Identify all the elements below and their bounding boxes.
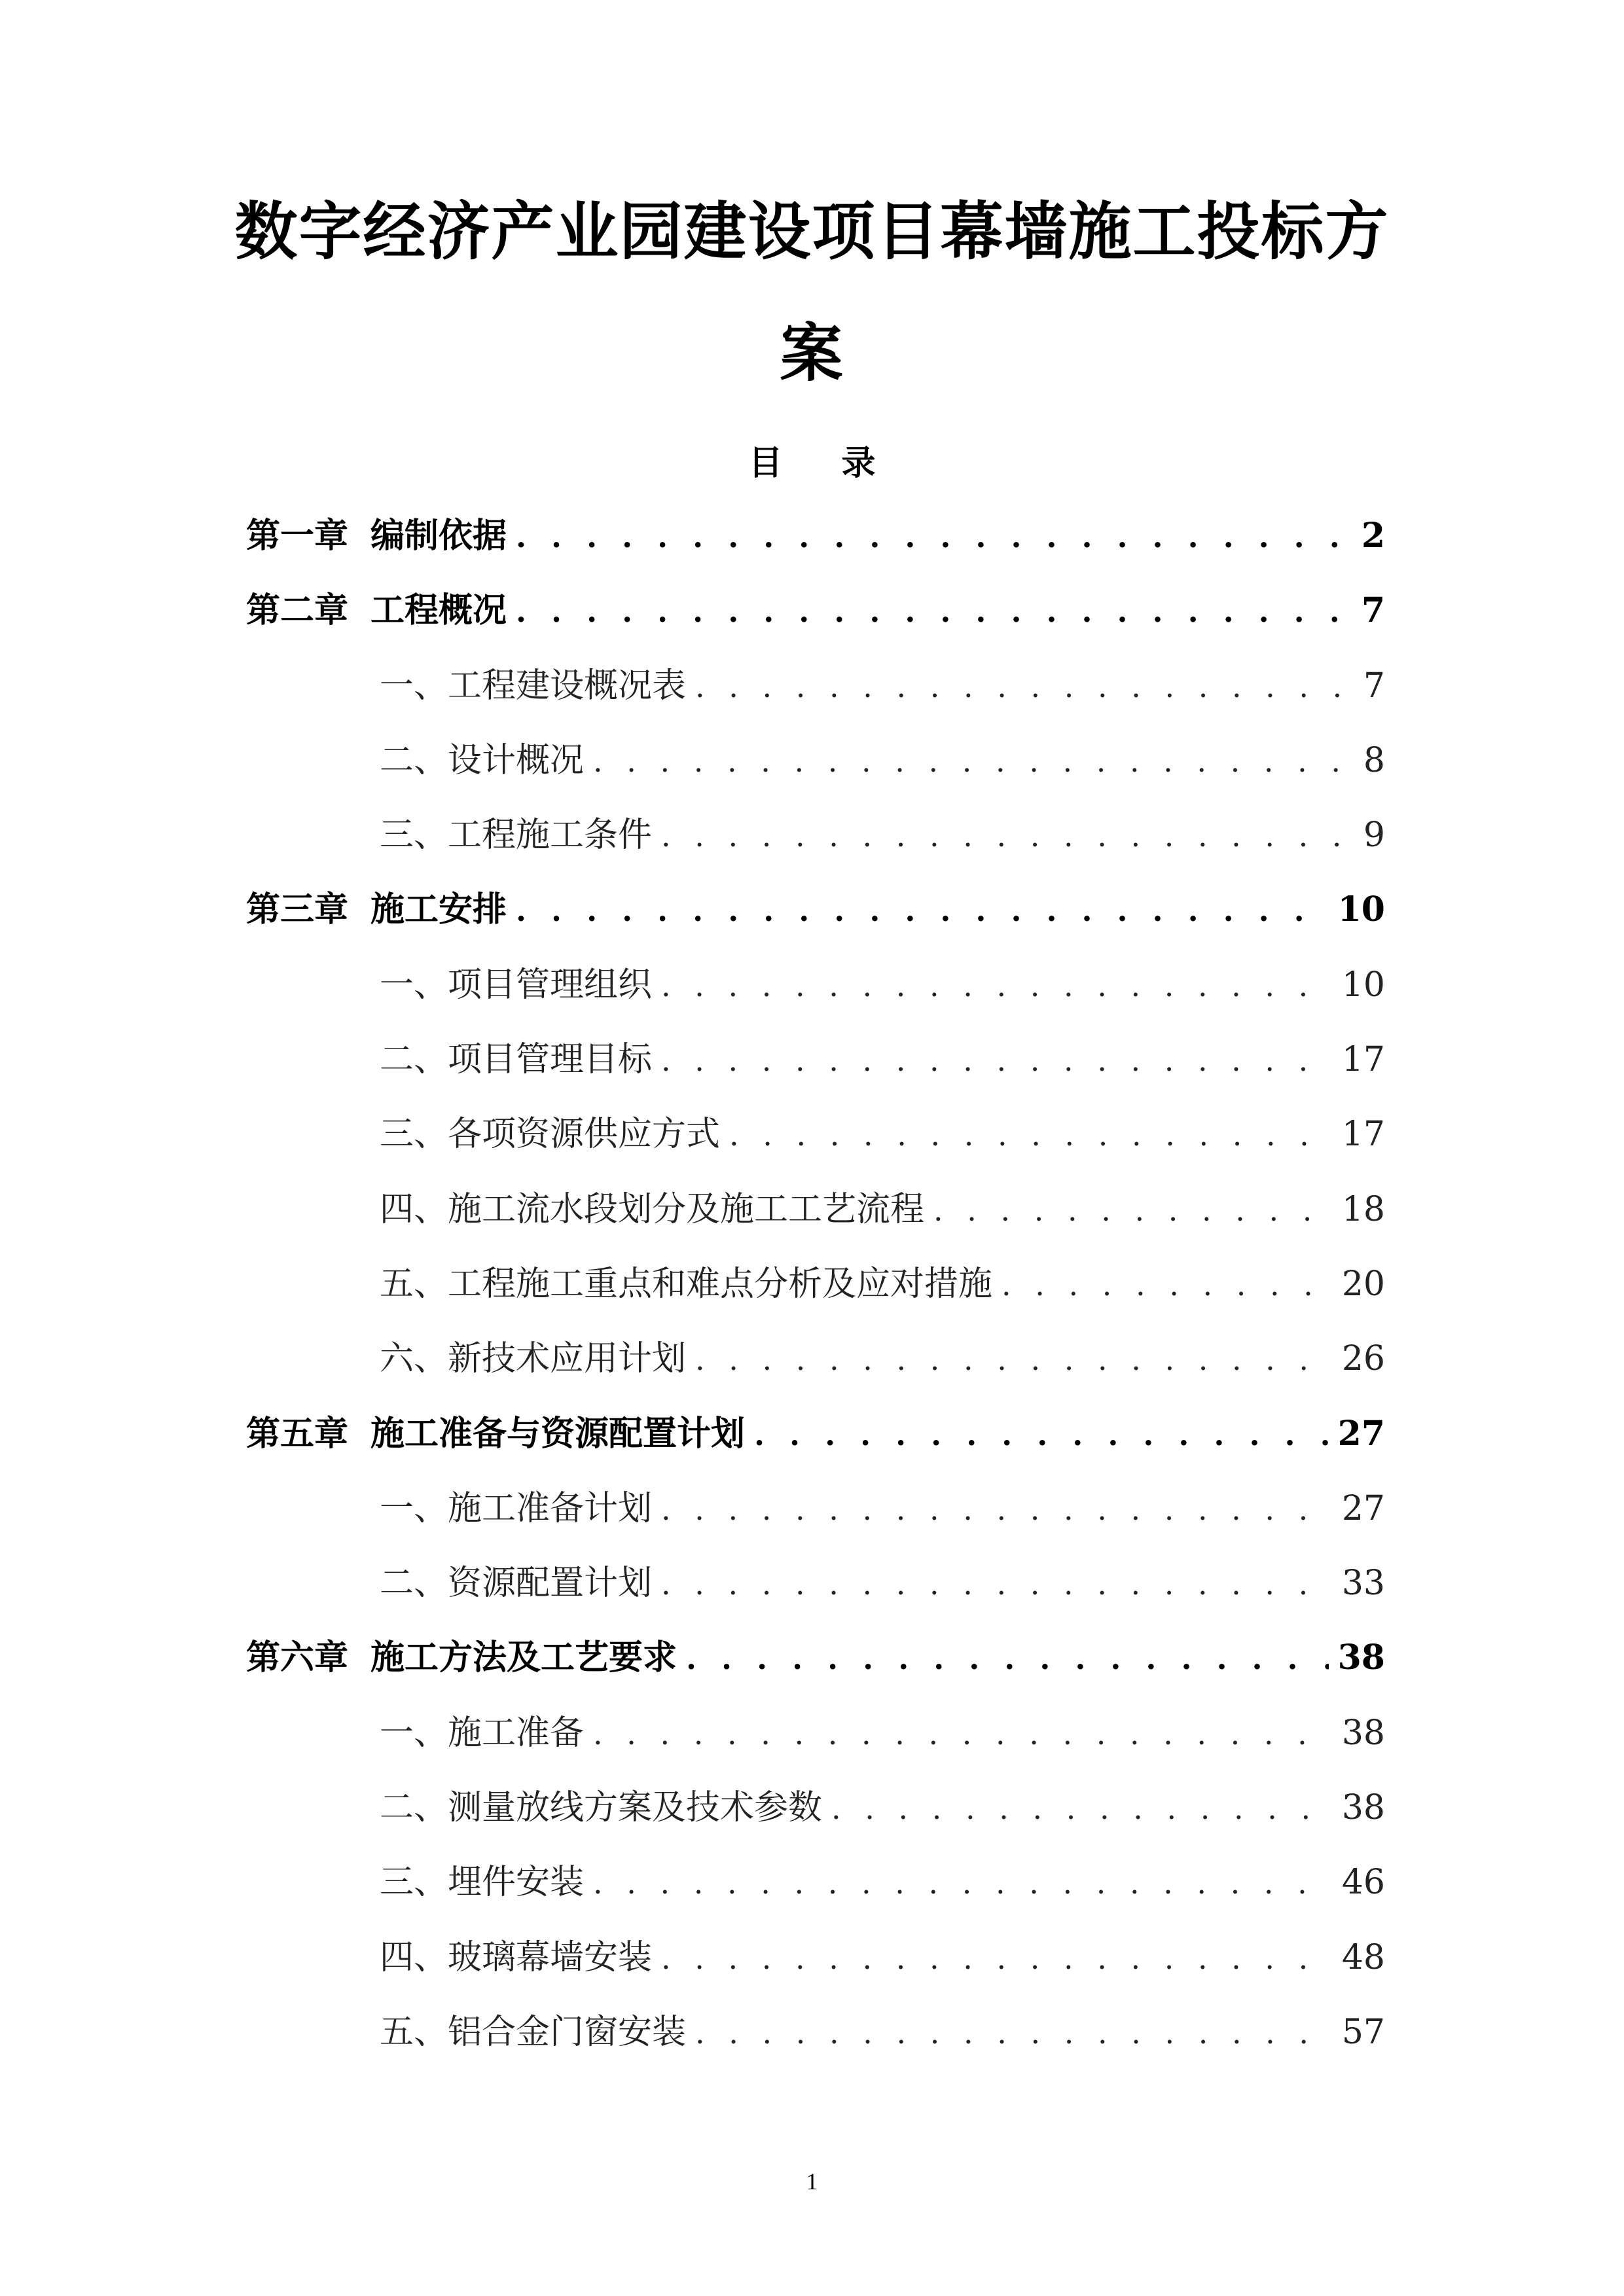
toc-chapter-entry[interactable] (246, 573, 1385, 648)
toc-entry-prefix: 二、 (380, 740, 448, 780)
toc-entry-prefix: 第三章 (246, 890, 349, 930)
toc-entry-label: 施工流水段划分及施工工艺流程 (448, 1189, 925, 1229)
toc-entry-label: 工程施工重点和难点分析及应对措施 (448, 1264, 993, 1304)
toc-section-entry[interactable] (246, 1920, 1385, 1995)
toc-entry-prefix: 四、 (380, 1189, 448, 1229)
toc-entry-page-number: 8 (1363, 740, 1385, 780)
dot-leader (593, 1696, 1333, 1771)
toc-entry-label: 施工准备与资源配置计划 (370, 1414, 746, 1454)
toc-entry-label: 新技术应用计划 (448, 1339, 687, 1379)
dot-leader (661, 1921, 1333, 1996)
toc-entry-label: 施工方法及工艺要求 (370, 1638, 677, 1678)
toc-entry-page-number: 27 (1337, 1413, 1385, 1454)
toc-entry-page-number: 2 (1361, 516, 1385, 556)
dot-leader (661, 1547, 1333, 1621)
toc-entry-label: 施工准备计划 (448, 1488, 653, 1528)
toc-section-entry[interactable] (246, 1770, 1385, 1845)
toc-section-entry[interactable] (246, 1022, 1385, 1097)
toc-entry-page-number: 38 (1337, 1638, 1385, 1678)
table-of-contents (246, 499, 1385, 2070)
dot-leader (661, 948, 1333, 1023)
toc-entry-label: 铝合金门窗安装 (448, 2012, 687, 2052)
toc-entry-page-number: 33 (1341, 1564, 1385, 1604)
toc-section-entry[interactable] (246, 1097, 1385, 1172)
toc-entry-prefix: 一、 (380, 666, 448, 706)
toc-section-entry[interactable] (246, 1546, 1385, 1621)
toc-entry-page-number: 38 (1341, 1713, 1385, 1753)
dot-leader (516, 499, 1352, 574)
toc-entry-prefix: 三、 (380, 1115, 448, 1155)
document-title-line-2: 案 (780, 317, 844, 390)
toc-entry-prefix: 二、 (380, 1564, 448, 1604)
page-number: 1 (806, 2168, 818, 2195)
toc-entry-label: 项目管理目标 (448, 1040, 653, 1080)
toc-section-entry[interactable] (246, 723, 1385, 798)
toc-entry-prefix: 第六章 (246, 1638, 349, 1678)
document-title-line-1: 数字经济产业园建设项目幕墙施工投标方 (234, 195, 1390, 268)
dot-leader (686, 1621, 1329, 1696)
toc-entry-page-number: 20 (1341, 1264, 1385, 1304)
toc-entry-page-number: 38 (1341, 1788, 1385, 1828)
toc-entry-page-number: 18 (1341, 1189, 1385, 1229)
toc-entry-label: 玻璃幕墙安装 (448, 1937, 653, 1977)
toc-entry-label: 设计概况 (448, 740, 585, 780)
toc-chapter-entry[interactable] (246, 872, 1385, 947)
toc-entry-prefix: 第五章 (246, 1414, 349, 1454)
toc-section-entry[interactable] (246, 1321, 1385, 1396)
dot-leader (695, 1996, 1333, 2070)
toc-entry-page-number: 9 (1363, 816, 1385, 855)
toc-section-entry[interactable] (246, 1172, 1385, 1247)
toc-entry-label: 各项资源供应方式 (448, 1115, 721, 1155)
toc-entry-label: 工程施工条件 (448, 816, 653, 855)
toc-entry-prefix: 三、 (380, 816, 448, 855)
toc-entry-label: 测量放线方案及技术参数 (448, 1788, 823, 1828)
toc-entry-page-number: 57 (1341, 2012, 1385, 2052)
toc-section-entry[interactable] (246, 1995, 1385, 2070)
toc-entry-label: 工程建设概况表 (448, 666, 687, 706)
toc-entry-page-number: 48 (1341, 1937, 1385, 1977)
toc-section-entry[interactable] (246, 1845, 1385, 1920)
toc-section-entry[interactable] (246, 649, 1385, 723)
toc-heading: 目 录 (748, 444, 899, 483)
toc-entry-prefix: 第二章 (246, 591, 349, 631)
toc-entry-prefix: 一、 (380, 965, 448, 1005)
dot-leader (754, 1397, 1329, 1472)
toc-entry-prefix: 四、 (380, 1937, 448, 1977)
toc-entry-label: 埋件安装 (448, 1863, 585, 1903)
toc-entry-page-number: 10 (1341, 965, 1385, 1005)
dot-leader (695, 649, 1354, 724)
toc-section-entry[interactable] (246, 1696, 1385, 1770)
toc-section-entry[interactable] (246, 1471, 1385, 1546)
toc-entry-label: 施工安排 (370, 890, 507, 930)
toc-chapter-entry[interactable] (246, 499, 1385, 573)
toc-entry-page-number: 17 (1341, 1115, 1385, 1155)
toc-entry-prefix: 一、 (380, 1713, 448, 1753)
dot-leader (729, 1098, 1333, 1172)
toc-section-entry[interactable] (246, 798, 1385, 872)
toc-entry-label: 施工准备 (448, 1713, 585, 1753)
toc-entry-page-number: 27 (1341, 1488, 1385, 1528)
dot-leader (516, 574, 1352, 649)
toc-entry-page-number: 7 (1363, 666, 1385, 706)
dot-leader (593, 724, 1354, 798)
toc-entry-page-number: 46 (1341, 1863, 1385, 1903)
toc-entry-page-number: 26 (1341, 1339, 1385, 1379)
dot-leader (516, 873, 1329, 948)
toc-entry-prefix: 二、 (380, 1788, 448, 1828)
toc-entry-prefix: 二、 (380, 1040, 448, 1080)
dot-leader (831, 1771, 1333, 1846)
toc-chapter-entry[interactable] (246, 1621, 1385, 1695)
toc-entry-prefix: 五、 (380, 1264, 448, 1304)
toc-section-entry[interactable] (246, 948, 1385, 1022)
dot-leader (661, 1472, 1333, 1547)
dot-leader (933, 1173, 1333, 1247)
dot-leader (661, 798, 1354, 873)
dot-leader (1001, 1247, 1333, 1322)
toc-entry-prefix: 六、 (380, 1339, 448, 1379)
toc-entry-label: 项目管理组织 (448, 965, 653, 1005)
toc-entry-prefix: 一、 (380, 1488, 448, 1528)
toc-entry-page-number: 7 (1361, 590, 1385, 631)
toc-entry-prefix: 第一章 (246, 516, 349, 556)
dot-leader (695, 1322, 1333, 1397)
dot-leader (593, 1846, 1333, 1920)
toc-entry-label: 工程概况 (370, 591, 507, 631)
toc-entry-label: 资源配置计划 (448, 1564, 653, 1604)
toc-entry-prefix: 三、 (380, 1863, 448, 1903)
toc-entry-page-number: 17 (1341, 1040, 1385, 1080)
toc-section-entry[interactable] (246, 1247, 1385, 1321)
dot-leader (661, 1023, 1333, 1098)
toc-chapter-entry[interactable] (246, 1397, 1385, 1471)
toc-entry-page-number: 10 (1337, 889, 1385, 930)
toc-entry-prefix: 五、 (380, 2012, 448, 2052)
toc-entry-label: 编制依据 (370, 516, 507, 556)
